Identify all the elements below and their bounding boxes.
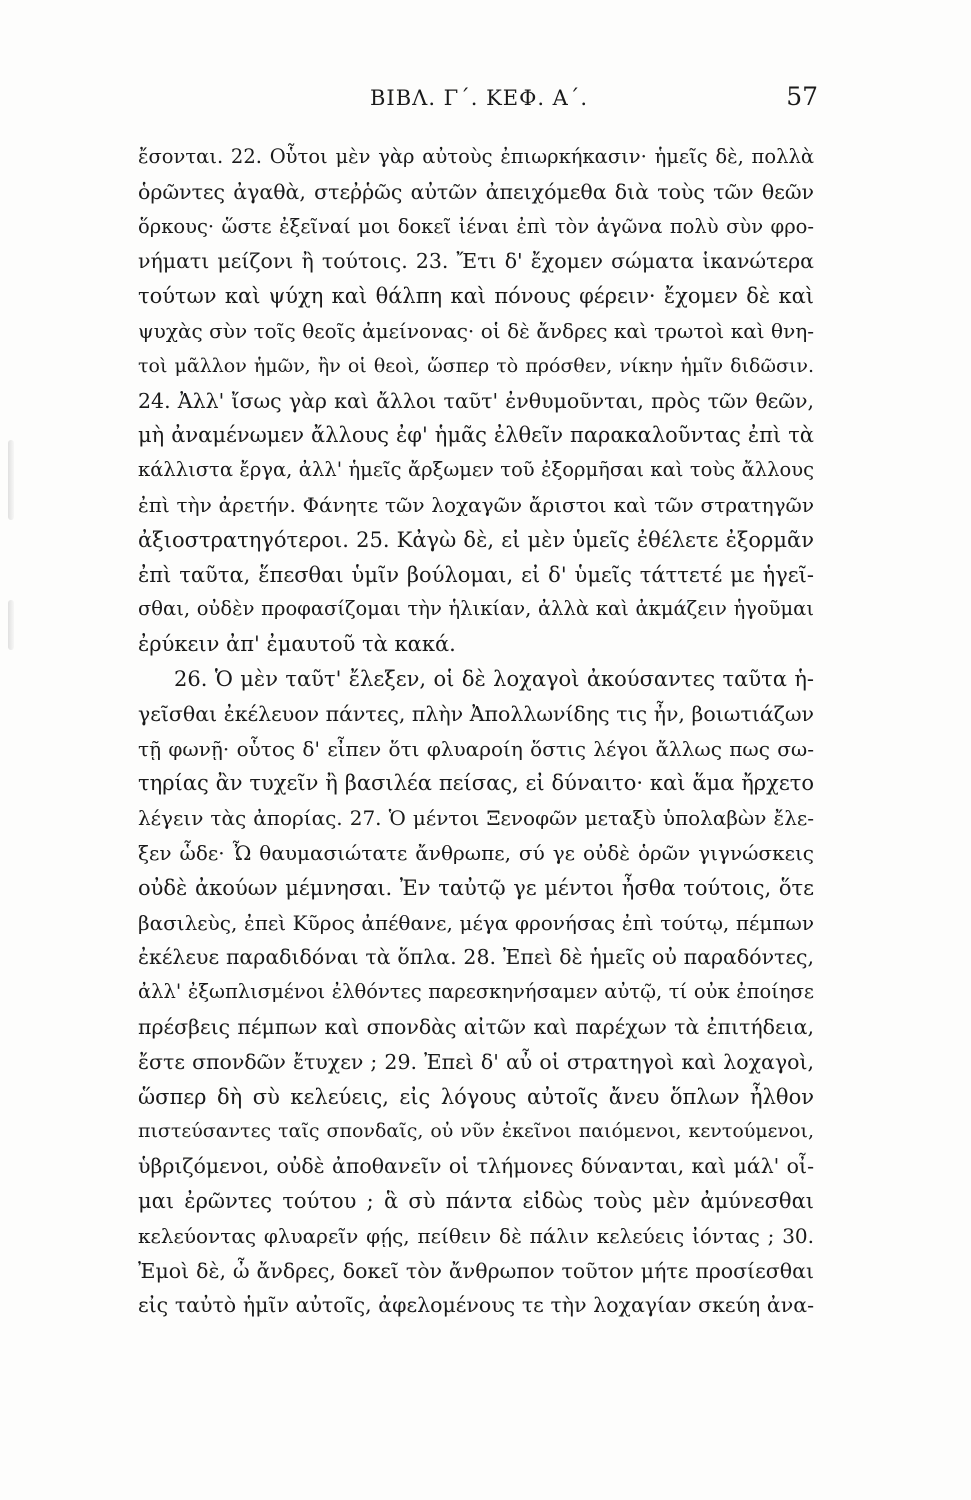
text-line: βασιλεὺς, ἐπεὶ Κῦρος ἀπέθανε, μέγα φρονήσας ἐπὶ τούτῳ, πέμπων [138,910,814,935]
text-line: ὅρκους· ὥστε ἐξεῖναί μοι δοκεῖ ἰέναι ἐπὶ τὸν ἀγῶνα πολὺ σὺν φρο- [138,214,814,238]
text-line: ἐρύκειν ἀπ' ἐμαυτοῦ τὰ κακά. [138,632,456,657]
binding-shadow-upper [8,440,14,520]
text-line: ἔσονται. 22. Οὗτοι μὲν γὰρ αὐτοὺς ἐπιωρκήκασιν· ἡμεῖς δὲ, πολλὰ [138,145,814,168]
text-line: τηρίας ἂν τυχεῖν ἢ βασιλέα πείσας, εἰ δύναιτο· καὶ ἅμα ἤρχετο [138,771,814,796]
text-line: λέγειν τὰς ἀπορίας. 27. Ὁ μέντοι Ξενοφῶν μεταξὺ ὑπολαβὼν ἔλε- [138,806,814,831]
text-line: σθαι, οὐδὲν προφασίζομαι τὴν ἡλικίαν, ἀλλὰ καὶ ἀκμάζειν ἡγοῦμαι [138,597,814,621]
text-line: ἔστε σπονδῶν ἔτυχεν ; 29. Ἐπεὶ δ' αὖ οἱ στρατηγοὶ καὶ λοχαγοὶ, [138,1049,814,1074]
text-line: τῇ φωνῇ· οὗτος δ' εἶπεν ὅτι φλυαροίη ὅστις λέγοι ἄλλως πως σω- [138,736,814,761]
text-line: πιστεύσαντες ταῖς σπονδαῖς, οὐ νῦν ἐκεῖνοι παιόμενοι, κεντούμενοι, [138,1120,814,1143]
text-line: πρέσβεις πέμπων καὶ σπονδὰς αἰτῶν καὶ παρέχων τὰ ἐπιτήδεια, [138,1014,814,1039]
text-line: Ἐμοὶ δὲ, ὦ ἄνδρες, δοκεῖ τὸν ἄνθρωπον τοῦτον μήτε προσίεσθαι [138,1258,814,1283]
page-number: 57 [786,82,818,111]
text-line: 26. Ὁ μὲν ταῦτ' ἔλεξεν, οἱ δὲ λοχαγοὶ ἀκούσαντες ταῦτα ἡ- [174,666,814,691]
text-line: ξεν ὧδε· Ὦ θαυμασιώτατε ἄνθρωπε, σύ γε οὐδὲ ὁρῶν γιγνώσκεις [138,840,814,865]
running-head: ΒΙΒΛ. Γ΄. ΚΕΦ. Α΄. [370,86,589,110]
text-line: εἰς ταὐτὸ ἡμῖν αὐτοῖς, ἀφελομένους τε τὴν λοχαγίαν σκεύη ἀνα- [138,1293,814,1318]
text-line: ψυχὰς σὺν τοῖς θεοῖς ἀμείνονας· οἱ δὲ ἄνδρες καὶ τρωτοὶ καὶ θνη- [138,318,814,343]
text-line: ἐκέλευε παραδιδόναι τὰ ὅπλα. 28. Ἐπεὶ δὲ ἡμεῖς οὐ παραδόντες, [138,945,814,970]
text-line: μαι ἐρῶντες τούτου ; ἃ σὺ πάντα εἰδὼς τοὺς μὲν ἀμύνεσθαι [138,1188,814,1213]
text-line: ἀλλ' ἐξωπλισμένοι ἐλθόντες παρεσκηνήσαμεν αὐτῷ, τί οὐκ ἐποίησε [138,980,814,1004]
page-header [138,82,818,118]
text-line: οὐδὲ ἀκούων μέμνησαι. Ἐν ταὐτῷ γε μέντοι ἦσθα τούτοις, ὅτε [138,875,814,900]
text-line: μὴ ἀναμένωμεν ἄλλους ἐφ' ἡμᾶς ἐλθεῖν παρακαλοῦντας ἐπὶ τὰ [138,423,814,448]
text-line: κελεύοντας φλυαρεῖν φῄς, πείθειν δὲ πάλιν κελεύεις ἰόντας ; 30. [138,1223,814,1248]
text-line: ἐπὶ τὴν ἀρετήν. Φάνητε τῶν λοχαγῶν ἄριστοι καὶ τῶν στρατηγῶν [138,492,814,517]
text-line: ὥσπερ δὴ σὺ κελεύεις, εἰς λόγους αὐτοῖς ἄνευ ὅπλων ἦλθον [138,1084,814,1109]
body-text [138,140,814,1323]
text-line: νήματι μείζονι ἢ τούτοις. 23. Ἔτι δ' ἔχομεν σώματα ἱκανώτερα [138,249,814,274]
text-line: 24. Ἀλλ' ἴσως γὰρ καὶ ἄλλοι ταῦτ' ἐνθυμοῦνται, πρὸς τῶν θεῶν, [138,388,814,413]
text-line: ἐπὶ ταῦτα, ἕπεσθαι ὑμῖν βούλομαι, εἰ δ' ὑμεῖς τάττετέ με ἡγεῖ- [138,562,814,587]
text-line: τοὶ μᾶλλον ἡμῶν, ἢν οἱ θεοὶ, ὥσπερ τὸ πρόσθεν, νίκην ἡμῖν διδῶσιν. [138,354,814,377]
text-line: τούτων καὶ ψύχη καὶ θάλπη καὶ πόνους φέρειν· ἔχομεν δὲ καὶ [138,284,814,309]
text-line: κάλλιστα ἔργα, ἀλλ' ἡμεῖς ἄρξωμεν τοῦ ἐξορμῆσαι καὶ τοὺς ἄλλους [138,458,814,482]
text-line: ὑβριζόμενοι, οὐδὲ ἀποθανεῖν οἱ τλήμονες δύνανται, καὶ μάλ' οἶ- [138,1154,814,1179]
text-line: γεῖσθαι ἐκέλευον πάντες, πλὴν Ἀπολλωνίδης τις ἦν, βοιωτιάζων [138,701,814,726]
binding-shadow-lower [8,600,14,650]
text-line: ἀξιοστρατηγότεροι. 25. Κἀγὼ δὲ, εἰ μὲν ὑμεῖς ἐθέλετε ἐξορμᾶν [138,527,814,552]
text-line: ὁρῶντες ἀγαθὰ, στεῤῥῶς αὐτῶν ἀπειχόμεθα διὰ τοὺς τῶν θεῶν [138,179,814,204]
